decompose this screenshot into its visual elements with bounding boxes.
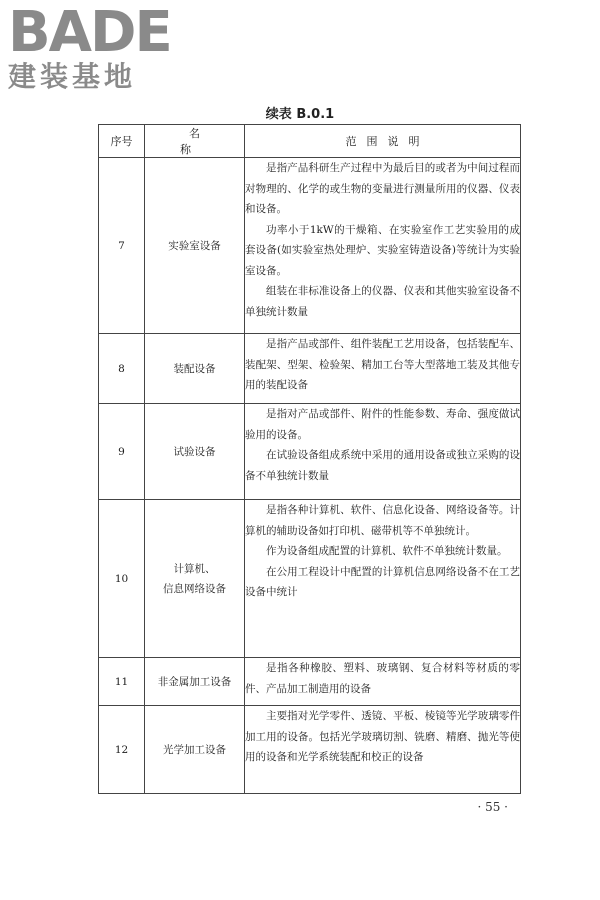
table-row — [99, 500, 521, 658]
row-name-line: 装配设备 — [173, 362, 216, 375]
table-row — [99, 658, 521, 706]
desc-paragraph: 在试验设备组成系统中采用的通用设备或独立采购的设备不单独统计数量 — [245, 449, 520, 482]
row-seq: 12 — [99, 706, 145, 794]
row-name — [145, 158, 245, 334]
row-name-line: 光学加工设备 — [163, 743, 226, 756]
desc-paragraph: 是指各种计算机、软件、信息化设备、网络设备等。计算机的辅助设备如打印机、磁带机等不单独统计。 — [245, 504, 520, 537]
desc-paragraph: 组装在非标准设备上的仪器、仪表和其他实验室设备不单独统计数量 — [245, 285, 520, 318]
logo-wordmark: BADE — [8, 0, 171, 65]
row-description — [245, 500, 521, 658]
row-name-line: 试验设备 — [173, 445, 216, 458]
row-description — [245, 334, 521, 404]
row-name — [145, 706, 245, 794]
desc-paragraph: 是指产品科研生产过程中为最后目的或者为中间过程而对物理的、化学的或生物的变量进行测量所用的仪器、仪表和设备。 — [245, 162, 520, 215]
desc-paragraph: 主要指对光学零件、透镜、平板、棱镜等光学玻璃零件加工用的设备。包括光学玻璃切割、铣磨、精磨、抛光等使用的设备和光学系统装配和校正的设备 — [245, 710, 520, 763]
row-seq: 10 — [99, 500, 145, 658]
table-row — [99, 334, 521, 404]
header-description: 范围说明 — [245, 125, 521, 158]
row-seq: 9 — [99, 404, 145, 500]
table-title: 续表 B.0.1 — [265, 107, 335, 122]
desc-paragraph: 是指各种橡胶、塑料、玻璃钢、复合材料等材质的零件、产品加工制造用的设备 — [245, 662, 520, 695]
row-seq: 11 — [99, 658, 145, 706]
row-description — [245, 658, 521, 706]
row-name-line: 计算机、 — [173, 562, 216, 575]
row-name — [145, 334, 245, 404]
row-seq: 8 — [99, 334, 145, 404]
header-seq: 序号 — [99, 125, 145, 158]
row-name — [145, 404, 245, 500]
page-number: · 55 · — [477, 800, 508, 814]
row-name — [145, 658, 245, 706]
header-name: 名 称 — [145, 125, 245, 158]
desc-paragraph: 在公用工程设计中配置的计算机信息网络设备不在工艺设备中统计 — [245, 565, 520, 598]
bade-logo — [8, 0, 171, 94]
row-seq: 7 — [99, 158, 145, 334]
equipment-table — [98, 124, 521, 794]
row-name — [145, 500, 245, 658]
row-description — [245, 706, 521, 794]
table-row — [99, 706, 521, 794]
table-row — [99, 158, 521, 334]
desc-paragraph: 作为设备组成配置的计算机、软件不单独统计数量。 — [266, 545, 508, 557]
row-name-line: 非金属加工设备 — [157, 675, 232, 688]
row-description — [245, 404, 521, 500]
row-name-line: 信息网络设备 — [163, 582, 226, 595]
desc-paragraph: 是指对产品或部件、附件的性能参数、寿命、强度做试验用的设备。 — [245, 408, 520, 441]
desc-paragraph: 是指产品或部件、组件装配工艺用设备，包括装配车、装配架、型架、检验架、精加工台等大型落地工装及其他专用的装配设备 — [245, 338, 520, 391]
desc-paragraph: 功率小于1kW的干燥箱、在实验室作工艺实验用的成套设备(如实验室热处理炉、实验室铸造设备)等统计为实验室设备。 — [245, 223, 520, 277]
row-description — [245, 158, 521, 334]
table-header-row — [99, 125, 521, 158]
table-row — [99, 404, 521, 500]
row-name-line: 实验室设备 — [168, 239, 221, 252]
logo-subtitle: 建装基地 — [8, 60, 137, 93]
